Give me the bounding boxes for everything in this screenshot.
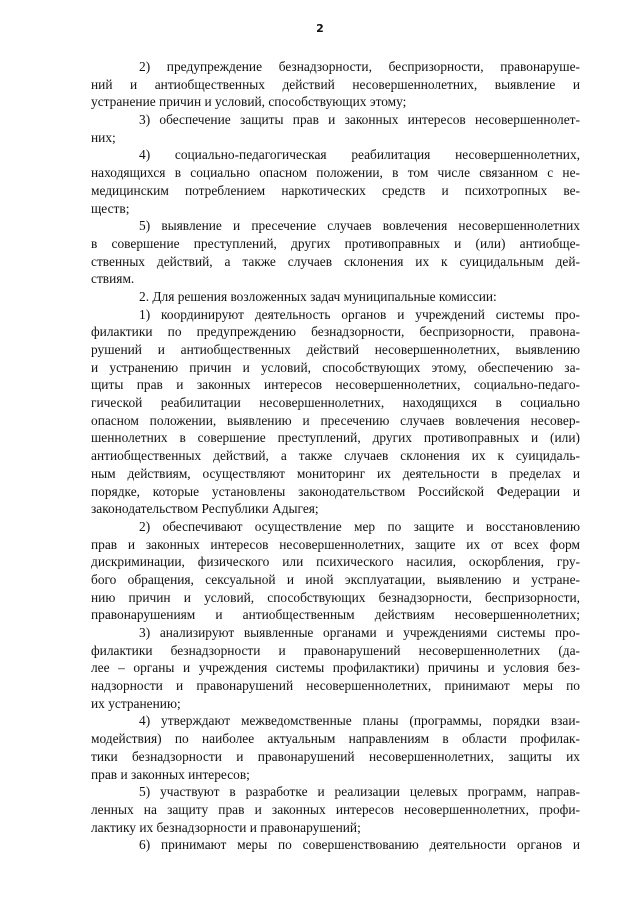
text-line: нию причин и условий, способствующих безнадзорности, беспризорности,: [91, 589, 580, 605]
text-line: устранение причин и условий, способствующих этому;: [91, 94, 407, 110]
text-line: ленных на защиту прав и законных интересов несовершеннолетних, профи-: [91, 801, 580, 817]
text-line: бого обращения, сексуальной и иной эксплуатации, выявлению и устране-: [91, 571, 580, 587]
text-line: 3) анализируют выявленные органами и учреждениями системы про-: [139, 625, 580, 640]
text-line: шеннолетних в совершение преступлений, других противоправных и (или): [91, 430, 580, 446]
text-line: прав и законных интересов;: [91, 766, 250, 782]
text-line: надзорности и правонарушений несовершеннолетних, принимают меры по: [91, 678, 580, 694]
text-line: прав и законных интересов несовершеннолетних, защите их от всех форм: [91, 536, 580, 552]
text-line: 2. Для решения возложенных задач муниципальные комиссии:: [139, 288, 497, 304]
text-line: ществ;: [91, 200, 130, 216]
text-line: модействия) по наиболее актуальным направлениям в области профилак-: [91, 731, 580, 747]
text-line: ствиям.: [91, 271, 135, 287]
text-line: щиты прав и законных интересов несовершеннолетних, социально-педаго-: [91, 377, 580, 393]
text-line: тики безнадзорности и правонарушений несовершеннолетних, защиты их: [91, 748, 580, 764]
text-line: них;: [91, 129, 116, 145]
text-line: и устранению причин и условий, способствующих этому, обеспечению за-: [91, 359, 580, 375]
text-line: 6) принимают меры по совершенствованию деятельности органов и: [139, 837, 580, 853]
text-line: их устранению;: [91, 695, 181, 711]
text-line: антиобщественных действий, а также случаев склонения их к суицидаль-: [91, 448, 580, 464]
text-line: 4) социально-педагогическая реабилитация несовершеннолетних,: [139, 147, 580, 163]
text-line: лее – органы и учреждения системы профилактики) причины и условия без-: [91, 660, 580, 676]
text-line: филактики безнадзорности и правонарушений несовершеннолетних (да-: [91, 642, 580, 658]
text-line: лактику их безнадзорности и правонарушений;: [91, 819, 361, 835]
document-body: [91, 58, 580, 854]
text-line: гической реабилитации несовершеннолетних, находящихся в социально: [91, 395, 580, 411]
text-line: законодательством Республики Адыгея;: [91, 501, 319, 517]
text-line: дискриминации, физического или психического насилия, оскорбления, гру-: [91, 554, 580, 570]
text-line: опасном положении, выявлению и пресечению случаев вовлечения несовер-: [91, 412, 580, 428]
text-line: 2) обеспечивают осуществление мер по защите и восстановлению: [139, 518, 580, 534]
text-line: 5) выявление и пресечение случаев вовлечения несовершеннолетних: [139, 218, 580, 234]
text-line: правонарушениям и антиобщественным действиям несовершеннолетних;: [91, 607, 580, 623]
text-line: ний и антиобщественных действий несовершеннолетних, выявление и: [91, 76, 580, 92]
text-line: в совершение преступлений, других противоправных и (или) антиобще-: [91, 235, 580, 251]
text-line: находящихся в социально опасном положении, в том числе связанном с не-: [91, 165, 580, 181]
text-line: рушений и антиобщественных действий несовершеннолетних, выявлению: [91, 342, 580, 357]
page-number: 2: [316, 22, 324, 35]
text-line: филактики по предупреждению безнадзорности, беспризорности, правона-: [91, 324, 580, 340]
text-line: 1) координируют деятельность органов и учреждений системы про-: [139, 306, 580, 322]
text-line: порядке, которые установлены законодательством Российской Федерации и: [91, 483, 580, 499]
text-line: ственных действий, а также случаев склонения их к суицидальным дей-: [91, 253, 580, 269]
text-line: 4) утверждают межведомственные планы (программы, порядки взаи-: [139, 713, 580, 729]
text-line: 2) предупреждение безнадзорности, беспризорности, правонаруше-: [139, 59, 580, 74]
text-line: 5) участвуют в разработке и реализации целевых программ, направ-: [139, 784, 580, 800]
text-line: ным действиям, осуществляют мониторинг их деятельности в пределах и: [91, 465, 580, 481]
text-line: 3) обеспечение защиты прав и законных интересов несовершеннолет-: [139, 112, 580, 128]
text-line: медицинским потреблением наркотических средств и психотропных ве-: [91, 182, 580, 198]
